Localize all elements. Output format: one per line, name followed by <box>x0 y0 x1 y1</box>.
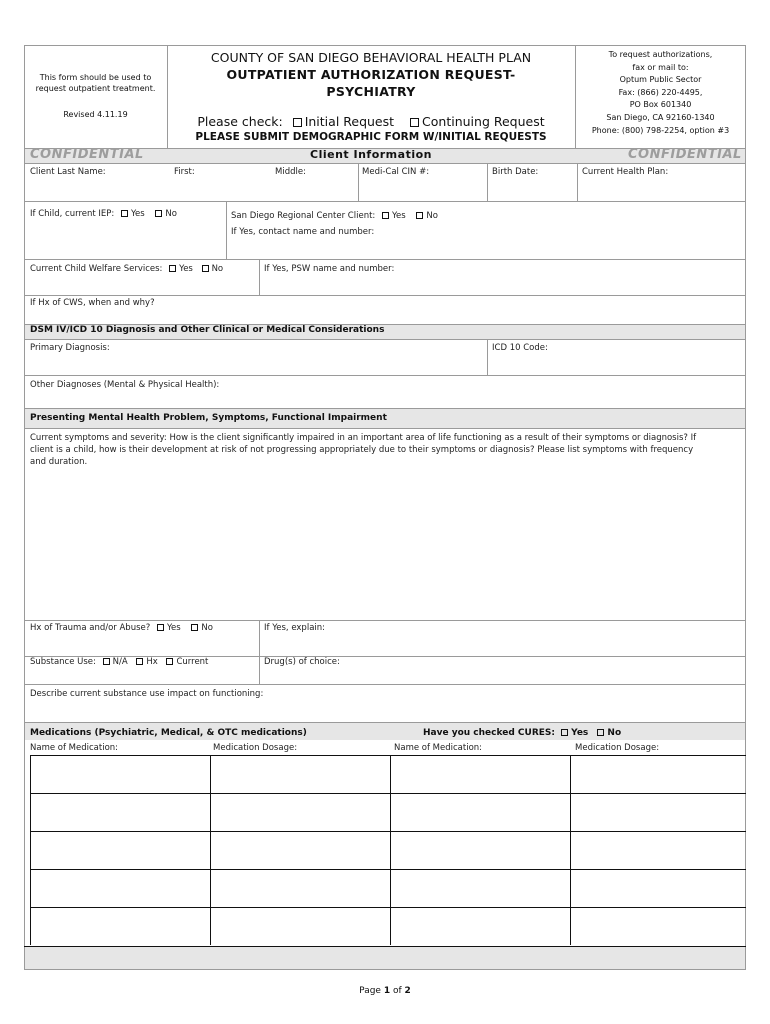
child-welfare-row <box>30 264 223 274</box>
presenting-title: Presenting Mental Health Problem, Symptoms, Functional Impairment <box>30 413 387 423</box>
trauma-yes-checkbox[interactable] <box>157 624 164 631</box>
birth-date-label: Birth Date: <box>492 167 539 177</box>
col-divider <box>259 656 260 684</box>
cures-yes-checkbox[interactable] <box>561 729 568 736</box>
cures-label: Have you checked CURES: <box>423 728 555 738</box>
form-title-line-2: PSYCHIATRY <box>326 84 416 99</box>
col-divider <box>487 163 488 201</box>
col-divider <box>487 339 488 375</box>
substance-na-checkbox[interactable] <box>103 658 110 665</box>
regional-no-checkbox[interactable] <box>416 212 423 219</box>
medications-footer-bar <box>25 946 745 969</box>
icd-code-label: ICD 10 Code: <box>492 343 548 353</box>
col-divider <box>259 259 260 295</box>
col-divider <box>259 620 260 656</box>
health-plan-label: Current Health Plan: <box>582 167 669 177</box>
first-name-label: First: <box>174 167 195 177</box>
contact-line-3: Optum Public Sector <box>619 75 702 85</box>
iep-yes-checkbox[interactable] <box>121 210 128 217</box>
rule <box>24 339 746 340</box>
psw-label: If Yes, PSW name and number: <box>264 264 395 274</box>
question-line-3: and duration. <box>30 457 88 467</box>
middle-name-label: Middle: <box>275 167 306 177</box>
col-divider <box>358 163 359 201</box>
medications-title: Medications (Psychiatric, Medical, & OTC medications) <box>30 728 307 738</box>
form-title-line-1: OUTPATIENT AUTHORIZATION REQUEST- <box>226 67 516 82</box>
substance-na-label: N/A <box>112 657 128 667</box>
contact-line-1: To request authorizations, <box>608 50 713 59</box>
drugs-of-choice-label: Drug(s) of choice: <box>264 657 340 667</box>
cws-no-checkbox[interactable] <box>202 265 209 272</box>
page-number <box>0 986 770 996</box>
question-line-1: Current symptoms and severity: How is the client significantly impaired in an important area of life functioning as a result of their symptoms or diagnosis? If <box>30 433 697 443</box>
regional-yes-label: Yes <box>391 211 406 221</box>
grid-line <box>30 793 746 794</box>
med-col-dosage-2: Medication Dosage: <box>575 743 660 753</box>
substance-impact-label: Describe current substance use impact on functioning: <box>30 689 264 699</box>
cures-yes-label: Yes <box>571 728 589 738</box>
iep-no-checkbox[interactable] <box>155 210 162 217</box>
iep-row <box>30 209 177 219</box>
grid-line <box>390 755 391 945</box>
confidential-left: CONFIDENTIAL <box>30 147 144 162</box>
hx-cws-label: If Hx of CWS, when and why? <box>30 298 155 308</box>
regional-yes-checkbox[interactable] <box>382 212 389 219</box>
request-type-row <box>167 114 575 129</box>
medication-grid <box>30 755 746 945</box>
purpose-line-1: This form should be used to <box>39 73 152 82</box>
submit-note: PLEASE SUBMIT DEMOGRAPHIC FORM W/INITIAL REQUESTS <box>195 131 547 143</box>
regional-center-row <box>231 211 438 221</box>
initial-request-label: Initial Request <box>304 114 395 129</box>
cws-yes-checkbox[interactable] <box>169 265 176 272</box>
grid-line <box>30 831 746 832</box>
cures-no-checkbox[interactable] <box>597 729 604 736</box>
substance-current-checkbox[interactable] <box>166 658 173 665</box>
iep-yes-label: Yes <box>130 209 145 219</box>
cws-yes-label: Yes <box>179 264 193 274</box>
cws-no-label: No <box>211 264 224 274</box>
grid-line <box>210 755 211 945</box>
cures-row <box>423 728 621 738</box>
contact-phone: Phone: (800) 798-2254, option #3 <box>591 125 730 135</box>
rule <box>24 259 746 260</box>
contact-po-box: PO Box 601340 <box>629 100 692 110</box>
rule <box>24 163 746 164</box>
trauma-row <box>30 623 213 633</box>
med-col-name-2: Name of Medication: <box>394 743 483 753</box>
child-welfare-label: Current Child Welfare Services: <box>30 264 163 274</box>
cures-no-label: No <box>607 728 622 738</box>
continuing-request-checkbox[interactable] <box>410 118 419 127</box>
grid-line <box>30 907 746 908</box>
primary-diagnosis-label: Primary Diagnosis: <box>30 343 110 353</box>
total-pages: 2 <box>404 986 411 996</box>
med-col-dosage-1: Medication Dosage: <box>213 743 298 753</box>
rule <box>24 722 746 723</box>
rule <box>24 201 746 202</box>
substance-label: Substance Use: <box>30 657 96 667</box>
purpose-line-2: request outpatient treatment. <box>35 84 156 93</box>
revised-date: Revised 4.11.19 <box>63 110 128 119</box>
col-divider <box>577 163 578 201</box>
diagnosis-title: DSM IV/ICD 10 Diagnosis and Other Clinical or Medical Considerations <box>30 325 385 335</box>
trauma-explain-label: If Yes, explain: <box>264 623 326 633</box>
contact-block <box>575 49 746 137</box>
initial-request-checkbox[interactable] <box>293 118 302 127</box>
iep-no-label: No <box>165 209 177 219</box>
grid-line <box>30 869 746 870</box>
medi-cal-label: Medi-Cal CIN #: <box>362 167 430 177</box>
substance-current-label: Current <box>176 657 209 667</box>
please-check-label: Please check: <box>197 114 283 129</box>
confidential-right: CONFIDENTIAL <box>628 147 742 162</box>
page-label: Page <box>359 986 381 996</box>
rule <box>24 620 746 621</box>
substance-hx-label: Hx <box>146 657 158 667</box>
substance-row <box>30 657 208 667</box>
other-diagnoses-label: Other Diagnoses (Mental & Physical Health): <box>30 380 220 390</box>
iep-label: If Child, current IEP: <box>30 209 115 219</box>
grid-line <box>570 755 571 945</box>
med-col-name-1: Name of Medication: <box>30 743 119 753</box>
current-page: 1 <box>383 986 391 996</box>
form-purpose-note <box>24 73 167 93</box>
grid-line <box>24 946 746 947</box>
continuing-request-label: Continuing Request <box>422 114 545 129</box>
rule <box>24 684 746 685</box>
rule <box>24 408 746 409</box>
trauma-no-checkbox[interactable] <box>191 624 198 631</box>
grid-line <box>30 755 31 945</box>
trauma-no-label: No <box>201 623 213 633</box>
contact-line-2: fax or mail to: <box>632 62 689 72</box>
contact-city: San Diego, CA 92160-1340 <box>606 112 715 122</box>
rule <box>24 375 746 376</box>
rule <box>24 295 746 296</box>
regional-no-label: No <box>426 211 438 221</box>
regional-center-label: San Diego Regional Center Client: <box>231 211 376 221</box>
county-heading: COUNTY OF SAN DIEGO BEHAVIORAL HEALTH PLAN <box>210 50 532 65</box>
grid-line <box>30 755 746 756</box>
trauma-label: Hx of Trauma and/or Abuse? <box>30 623 151 633</box>
rule <box>24 428 746 429</box>
client-info-title: Client Information <box>310 148 432 161</box>
symptoms-question <box>30 432 696 468</box>
trauma-yes-label: Yes <box>166 623 181 633</box>
col-divider <box>226 201 227 259</box>
question-line-2: client is a child, how is their development at risk of not progressing appropriately due to their symptoms or diagnosis? Please list symptoms with frequency <box>30 445 694 455</box>
of-label: of <box>392 986 402 996</box>
contact-fax: Fax: (866) 220-4495, <box>618 87 703 97</box>
substance-hx-checkbox[interactable] <box>136 658 143 665</box>
client-last-name-label: Client Last Name: <box>30 167 106 177</box>
regional-contact-label: If Yes, contact name and number: <box>231 227 375 237</box>
